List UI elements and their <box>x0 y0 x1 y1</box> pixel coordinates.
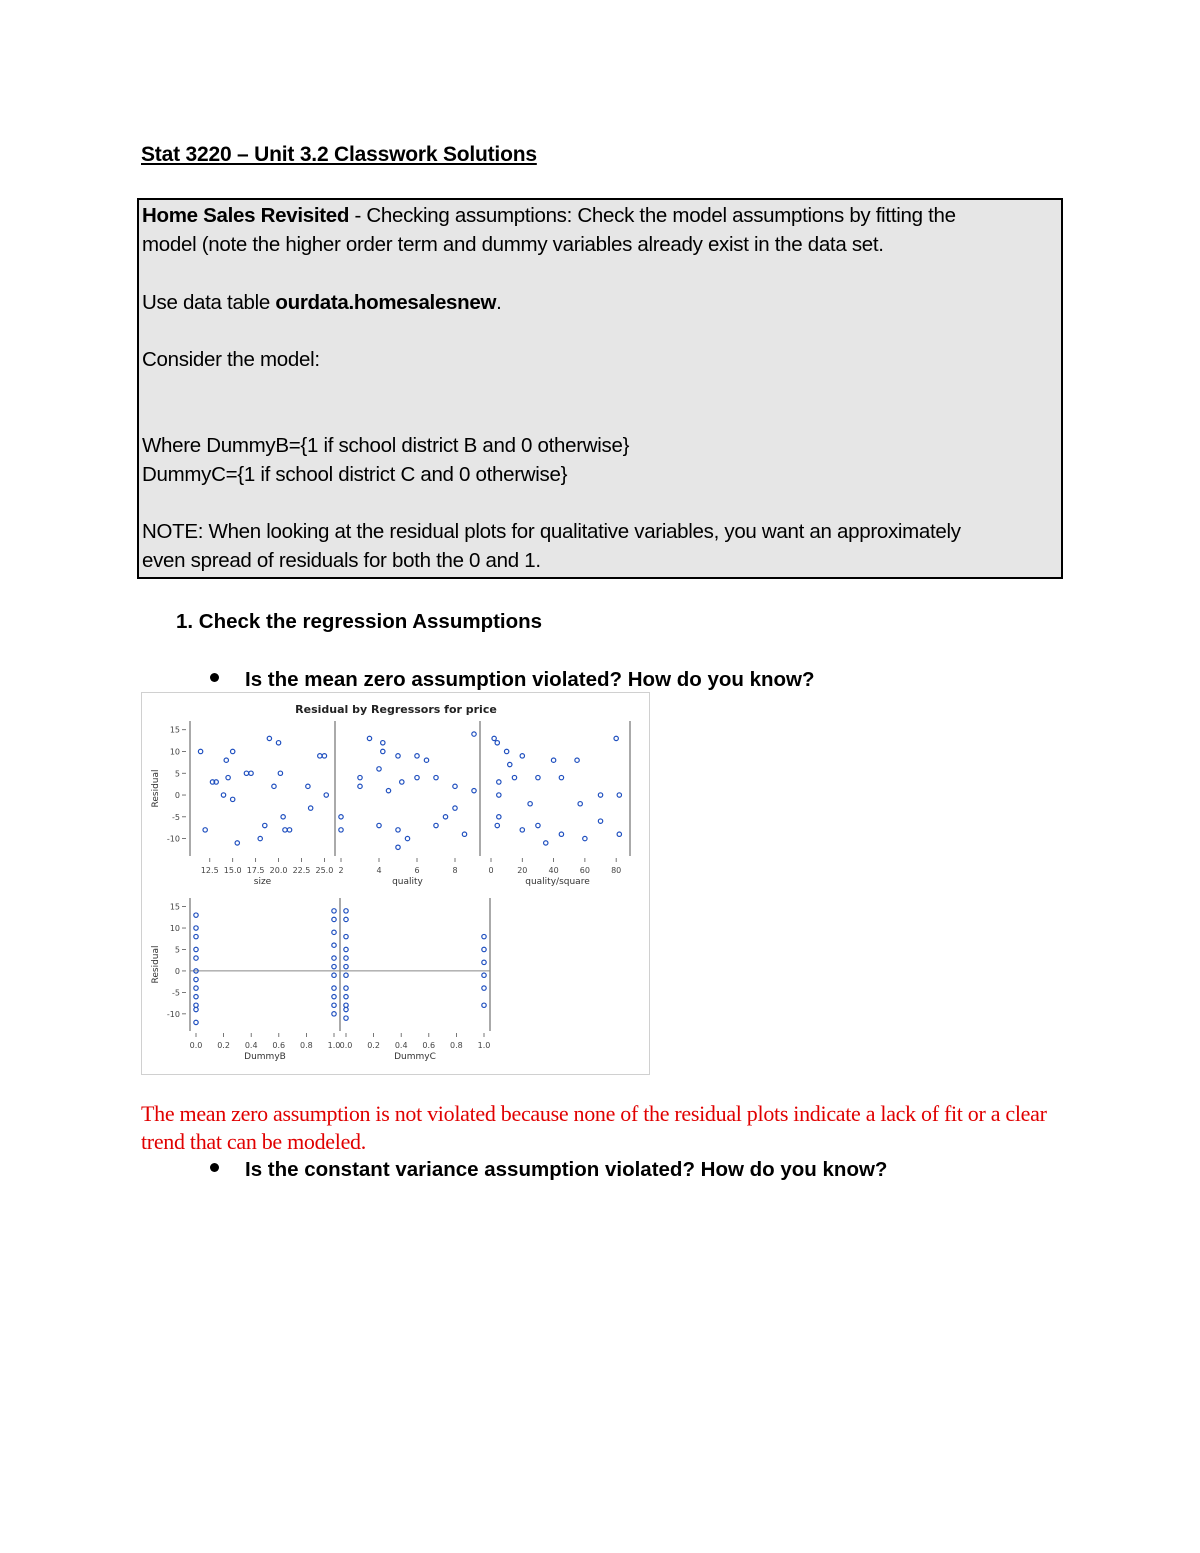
data-point <box>344 1016 348 1020</box>
x-tick-label: 20.0 <box>269 866 288 875</box>
data-point <box>332 943 336 947</box>
data-point <box>482 934 486 938</box>
data-point <box>583 836 587 840</box>
data-point <box>497 815 501 819</box>
box-line-2: model (note the higher order term and dummy variables already exist in the data set. <box>142 233 884 256</box>
x-tick-label: 0 <box>488 866 494 875</box>
data-point <box>495 741 499 745</box>
x-tick-label: 0.2 <box>367 1041 380 1050</box>
data-point <box>272 784 276 788</box>
x-tick-label: 0.0 <box>339 1041 353 1050</box>
data-point <box>221 793 225 797</box>
data-point <box>194 1020 198 1024</box>
x-tick-label: 2 <box>338 866 344 875</box>
data-point <box>194 986 198 990</box>
x-tick-label: 4 <box>376 866 382 875</box>
data-point <box>332 1012 336 1016</box>
data-point <box>283 828 287 832</box>
x-tick-label: 17.5 <box>246 866 265 875</box>
bullet-2-text: Is the constant variance assumption violated? How do you know? <box>245 1158 888 1181</box>
x-tick-label: 0.0 <box>189 1041 203 1050</box>
x-axis-label: DummyB <box>244 1052 286 1062</box>
box-heading-rest: - Checking assumptions: Check the model assumptions by fitting the <box>349 204 956 227</box>
x-tick-label: 80 <box>611 866 622 875</box>
box-heading: Home Sales Revisited <box>142 204 350 227</box>
data-point <box>559 832 563 836</box>
data-point <box>267 736 271 740</box>
y-tick-label: 10 <box>169 747 180 757</box>
data-point <box>453 806 457 810</box>
data-point <box>381 749 385 753</box>
x-axis-label: quality <box>392 877 423 887</box>
data-point <box>482 947 486 951</box>
x-tick-label: 0.8 <box>450 1041 463 1050</box>
data-point <box>344 986 348 990</box>
data-point <box>318 754 322 758</box>
data-point <box>249 771 253 775</box>
data-point <box>194 913 198 917</box>
data-point <box>224 758 228 762</box>
data-point <box>520 754 524 758</box>
data-point <box>281 815 285 819</box>
data-point <box>559 775 563 779</box>
x-axis-label: size <box>253 877 272 887</box>
data-point <box>504 749 508 753</box>
data-point <box>367 736 371 740</box>
data-point <box>339 815 343 819</box>
data-point <box>453 784 457 788</box>
data-point <box>308 806 312 810</box>
bullet-question-mean-zero <box>210 668 815 692</box>
data-point <box>194 926 198 930</box>
y-tick-label: 15 <box>169 902 180 912</box>
data-point <box>230 797 234 801</box>
bullet-1-text: Is the mean zero assumption violated? How do you know? <box>245 668 815 691</box>
data-point <box>482 960 486 964</box>
use-prefix: Use data table <box>142 291 276 314</box>
y-tick-label: 5 <box>174 945 180 955</box>
data-point <box>332 964 336 968</box>
data-point <box>400 780 404 784</box>
data-point <box>235 841 239 845</box>
data-point <box>482 1003 486 1007</box>
data-point <box>332 956 336 960</box>
data-point <box>424 758 428 762</box>
bottom-row-y-label: Residual <box>151 945 161 984</box>
data-point <box>381 741 385 745</box>
x-tick-label: 0.6 <box>272 1041 286 1050</box>
data-point <box>339 828 343 832</box>
x-tick-label: 0.4 <box>244 1041 258 1050</box>
data-point <box>614 736 618 740</box>
data-point <box>536 775 540 779</box>
data-point <box>344 947 348 951</box>
use-suffix: . <box>496 291 502 314</box>
data-table-name: ourdata.homesalesnew <box>275 291 497 314</box>
box-where-1: Where DummyB={1 if school district B and 0 otherwise} <box>142 434 630 457</box>
data-point <box>472 732 476 736</box>
data-point <box>203 828 207 832</box>
data-point <box>551 758 555 762</box>
data-point <box>344 964 348 968</box>
y-tick-label: 0 <box>174 966 180 976</box>
data-point <box>226 775 230 779</box>
data-point <box>617 832 621 836</box>
residual-plot-figure <box>141 692 650 1075</box>
data-point <box>332 994 336 998</box>
data-point <box>492 736 496 740</box>
chart-title: Residual by Regressors for price <box>295 703 497 716</box>
data-point <box>386 788 390 792</box>
data-point <box>544 841 548 845</box>
data-point <box>598 819 602 823</box>
data-point <box>344 956 348 960</box>
question-1: 1. Check the regression Assumptions <box>176 610 543 633</box>
data-point <box>344 973 348 977</box>
data-point <box>377 767 381 771</box>
y-tick-label: 10 <box>169 924 180 934</box>
y-tick-label: 0 <box>174 791 180 801</box>
data-point <box>332 973 336 977</box>
data-point <box>462 832 466 836</box>
data-point <box>306 784 310 788</box>
y-tick-label: -10 <box>166 1009 180 1019</box>
data-point <box>194 947 198 951</box>
data-point <box>415 775 419 779</box>
data-point <box>472 788 476 792</box>
data-point <box>332 1003 336 1007</box>
x-tick-label: 15.0 <box>223 866 242 875</box>
data-point <box>332 930 336 934</box>
x-tick-label: 1.0 <box>327 1041 341 1050</box>
x-tick-label: 0.8 <box>300 1041 313 1050</box>
box-line-1 <box>142 204 956 228</box>
data-point <box>508 762 512 766</box>
data-point <box>194 977 198 981</box>
data-point <box>434 775 438 779</box>
x-tick-label: 0.6 <box>422 1041 436 1050</box>
bullet-question-constant-variance <box>210 1158 887 1182</box>
data-point <box>358 775 362 779</box>
data-point <box>575 758 579 762</box>
x-tick-label: 25.0 <box>315 866 334 875</box>
data-point <box>258 836 262 840</box>
data-point <box>520 828 524 832</box>
data-point <box>482 986 486 990</box>
data-point <box>244 771 248 775</box>
x-axis-label: DummyC <box>394 1052 436 1062</box>
x-tick-label: 40 <box>548 866 559 875</box>
data-point <box>344 934 348 938</box>
x-tick-label: 1.0 <box>477 1041 491 1050</box>
data-point <box>528 802 532 806</box>
y-tick-label: -5 <box>172 812 180 822</box>
data-point <box>598 793 602 797</box>
data-point <box>396 828 400 832</box>
x-tick-label: 0.2 <box>217 1041 230 1050</box>
data-point <box>497 793 501 797</box>
page-title: Stat 3220 – Unit 3.2 Classwork Solutions <box>141 143 537 166</box>
data-point <box>415 754 419 758</box>
data-point <box>358 784 362 788</box>
data-point <box>536 823 540 827</box>
x-tick-label: 0.4 <box>394 1041 408 1050</box>
data-point <box>332 909 336 913</box>
data-point <box>263 823 267 827</box>
residual-plot-svg <box>142 693 649 1074</box>
box-where-2: DummyC={1 if school district C and 0 otherwise} <box>142 463 568 486</box>
x-tick-label: 12.5 <box>200 866 219 875</box>
data-point <box>344 994 348 998</box>
top-row-y-label: Residual <box>151 769 161 808</box>
answer-text: The mean zero assumption is not violated because none of the residual plots indicate a lack of fit or a clear trend that can be modeled. <box>141 1101 1047 1154</box>
data-point <box>276 741 280 745</box>
x-tick-label: 22.5 <box>292 866 311 875</box>
data-point <box>396 754 400 758</box>
data-point <box>482 973 486 977</box>
data-point <box>443 815 447 819</box>
data-point <box>396 845 400 849</box>
data-point <box>287 828 291 832</box>
y-tick-label: 15 <box>169 725 180 735</box>
box-use-line <box>142 291 502 315</box>
data-point <box>495 823 499 827</box>
data-point <box>377 823 381 827</box>
box-consider: Consider the model: <box>142 348 320 371</box>
data-point <box>194 956 198 960</box>
y-tick-label: 5 <box>174 769 180 779</box>
x-tick-label: 60 <box>579 866 590 875</box>
x-tick-label: 20 <box>517 866 528 875</box>
data-point <box>322 754 326 758</box>
data-point <box>194 934 198 938</box>
data-point <box>405 836 409 840</box>
x-tick-label: 6 <box>414 866 420 875</box>
data-point <box>230 749 234 753</box>
data-point <box>497 780 501 784</box>
x-axis-label: quality/square <box>525 877 590 887</box>
data-point <box>198 749 202 753</box>
data-point <box>332 986 336 990</box>
data-point <box>344 909 348 913</box>
x-tick-label: 8 <box>452 866 458 875</box>
data-point <box>278 771 282 775</box>
data-point <box>194 994 198 998</box>
box-note-1: NOTE: When looking at the residual plots for qualitative variables, you want an approximately <box>142 520 961 543</box>
data-point <box>512 775 516 779</box>
y-tick-label: -10 <box>166 834 180 844</box>
y-tick-label: -5 <box>172 988 180 998</box>
instructions-box <box>137 198 1063 579</box>
data-point <box>332 917 336 921</box>
box-note-2: even spread of residuals for both the 0 and 1. <box>142 549 541 572</box>
bullet-dot-icon <box>210 673 219 682</box>
data-point <box>344 917 348 921</box>
data-point <box>617 793 621 797</box>
bullet-dot-icon <box>210 1163 219 1172</box>
data-point <box>578 802 582 806</box>
data-point <box>324 793 328 797</box>
data-point <box>434 823 438 827</box>
